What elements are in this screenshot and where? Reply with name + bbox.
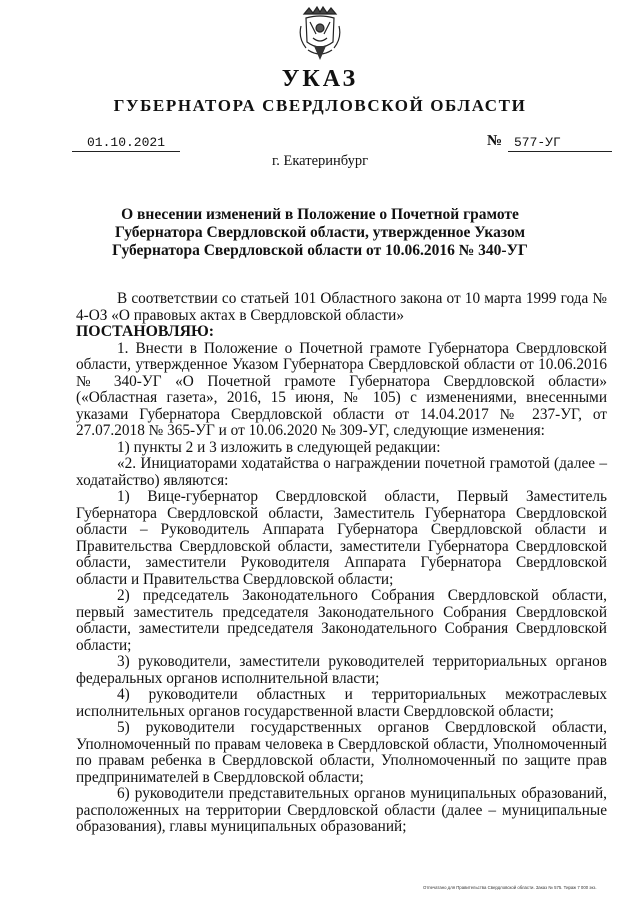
subitem-3: 3) руководители, заместители руководителей территориальных органов федеральных органов исполнительной власти; bbox=[76, 653, 607, 687]
preamble: В соответствии со статьей 101 Областного закона от 10 марта 1999 года № 4-ОЗ «О правовых актах в Свердловской области» bbox=[76, 290, 607, 324]
paragraph-item-1-1: 1) пункты 2 и 3 изложить в следующей редакции: bbox=[117, 438, 441, 456]
decree-title: УКАЗ bbox=[281, 66, 359, 92]
decree-word: ПОСТАНОВЛЯЮ: bbox=[76, 323, 215, 340]
decree-number: 577-УГ bbox=[508, 135, 612, 152]
coat-of-arms-icon bbox=[298, 4, 342, 62]
print-footer: Отпечатано для Правительства Свердловской области. Заказ № 575. Тираж 7 000 экз. bbox=[423, 885, 597, 890]
document-heading: О внесении изменений в Положение о Почетной грамоте Губернатора Свердловской области, утвержденное Указом Губернатора Свердловской области от 10.06.2016 № 340-УГ bbox=[112, 206, 528, 259]
paragraph-quote-2: «2. Инициаторами ходатайства о награждении почетной грамотой (далее – ходатайство) являются: bbox=[76, 455, 607, 489]
document-body bbox=[76, 291, 607, 836]
number-label: № bbox=[487, 133, 503, 149]
subitem-4: 4) руководители областных и территориальных межотраслевых исполнительных органов государственной власти Свердловской области; bbox=[76, 686, 607, 720]
subitem-2: 2) председатель Законодательного Собрания Свердловской области, первый заместитель председателя Законодательного Собрания Свердловской области, заместители председателя Законодательного Собрания Свердловской области; bbox=[76, 587, 607, 654]
city: г. Екатеринбург bbox=[271, 153, 369, 169]
subitem-6: 6) руководители представительных органов муниципальных образований, расположенных на территории Свердловской области (далее – муниципальные образования), главы муниципальных образований; bbox=[76, 785, 607, 835]
paragraph-item-1: 1. Внести в Положение о Почетной грамоте Губернатора Свердловской области, утвержденное Указом Губернатора Свердловской области от 10.06.2016 № 340-УГ «О Почетной грамоте Губернатора Свердловской области» («Областная газета», 2016, 15 июня, № 105) с изменениями, внесенными указами Губернатора Свердловской области от 14.04.2017 № 237-УГ, от 27.07.2018 № 365-УГ и от 10.06.2020 № 309-УГ, следующие изменения: bbox=[76, 339, 607, 439]
subitem-5: 5) руководители государственных органов Свердловской области, Уполномоченный по правам человека в Свердловской области, Уполномоченный по правам ребенка в Свердловской области, Уполномоченный по защите прав предпринимателей в Свердловской области; bbox=[76, 719, 607, 786]
decree-subtitle: ГУБЕРНАТОРА СВЕРДЛОВСКОЙ ОБЛАСТИ bbox=[113, 96, 527, 115]
subitem-1: 1) Вице-губернатор Свердловской области, Первый Заместитель Губернатора Свердловской области, Заместитель Губернатора Свердловской области – Руководитель Аппарата Губернатора Свердловской области и Правительства Свердловской области, заместители Губернатора Свердловской области, заместители Руководителя Аппарата Губернатора Свердловской области и Правительства Свердловской области; bbox=[76, 488, 607, 588]
decree-date: 01.10.2021 bbox=[72, 135, 180, 152]
